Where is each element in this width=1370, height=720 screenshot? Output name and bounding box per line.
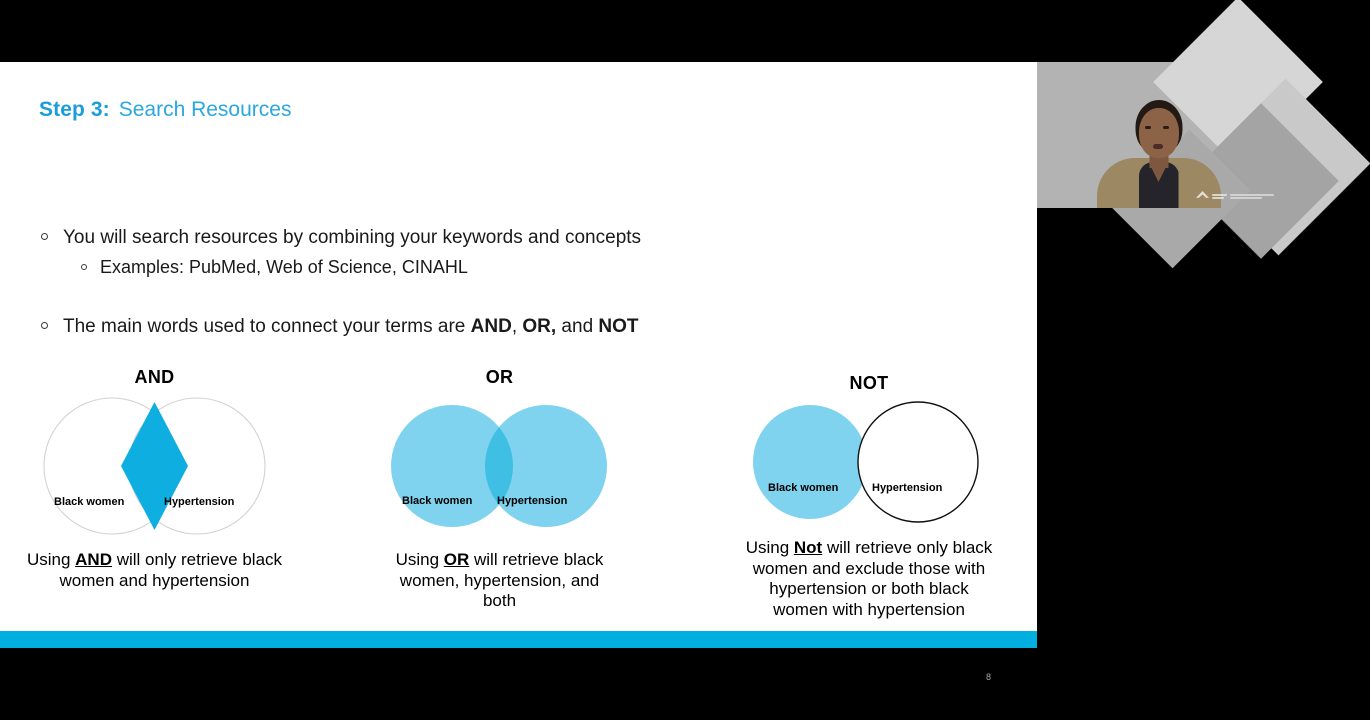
bullet-circle-icon: [41, 322, 48, 329]
logo-watermark-icon: [1196, 191, 1274, 202]
slide-title-step: Step 3:: [39, 98, 110, 121]
connector-and: AND: [470, 316, 512, 337]
connector-sep-1: ,: [511, 316, 523, 337]
venn-diagram-not: [740, 373, 998, 620]
bullet-item-1a: [81, 257, 468, 278]
venn-or-caption-suffix: will retrieve black women, hypertension, and both: [399, 550, 604, 610]
slide-title-text: Search Resources: [118, 98, 292, 121]
logo-tagline: [1230, 194, 1274, 200]
venn-not-circle-right: [858, 402, 978, 522]
venn-and-caption-keyword: AND: [75, 550, 112, 569]
venn-or-canvas: [382, 396, 617, 536]
bullet-circle-icon: [81, 264, 87, 270]
logo-tagline-line: [1230, 197, 1262, 199]
venn-not-caption-suffix: will retrieve only black women and exclude those with hypertension or both black women with hypertension: [752, 538, 993, 619]
slide-accent-bar: [0, 631, 1037, 648]
venn-diagram-and: [22, 367, 287, 591]
venn-not-heading: NOT: [849, 373, 889, 393]
logo-tagline-line: [1230, 194, 1274, 196]
venn-not-caption-keyword: Not: [793, 538, 823, 557]
venn-not-svg: [740, 400, 998, 528]
venn-and-svg: [22, 396, 287, 536]
bullet-circle-icon: [41, 233, 48, 240]
venn-not-circle-left: [753, 405, 867, 519]
connector-not: NOT: [598, 316, 639, 337]
venn-or-svg: [382, 396, 617, 536]
logo-wordmark: [1212, 194, 1227, 200]
logo-mark-icon: [1196, 191, 1209, 202]
venn-not-canvas: [740, 400, 998, 528]
venn-not-label-left: Black women: [768, 482, 839, 494]
speaker-mouth: [1153, 144, 1163, 149]
bullet-item-2: [41, 316, 639, 338]
speaker-face: [1139, 108, 1179, 158]
bullet-item-1-label: You will search resources by combining your keywords and concepts: [63, 227, 642, 248]
venn-and-caption: [22, 550, 287, 591]
logo-wordmark-line: [1212, 197, 1224, 199]
venn-or-caption-prefix: Using: [395, 550, 444, 569]
speaker-eye-left: [1145, 126, 1151, 129]
connector-sep-2: and: [556, 316, 599, 337]
logo-wordmark-line: [1212, 194, 1227, 196]
webcam-video-feed[interactable]: [1037, 62, 1280, 208]
speaker-eye-right: [1163, 126, 1169, 129]
venn-and-label-right: Hypertension: [164, 496, 235, 508]
bullet-item-1: [41, 227, 641, 249]
presentation-slide: [0, 62, 1037, 682]
venn-or-caption: [382, 550, 617, 612]
connector-or: OR,: [522, 316, 557, 337]
slide-title: [39, 98, 291, 122]
bullet-item-1a-label: Examples: PubMed, Web of Science, CINAHL: [100, 257, 468, 277]
bullet-item-2-label: [63, 316, 639, 338]
venn-not-caption: [740, 538, 998, 620]
venn-and-caption-prefix: Using: [26, 550, 76, 569]
venn-and-label-left: Black women: [54, 496, 125, 508]
venn-not-label-right: Hypertension: [872, 482, 943, 494]
venn-and-heading: AND: [134, 367, 175, 387]
venn-or-label-right: Hypertension: [497, 495, 568, 507]
venn-not-caption-prefix: Using: [745, 538, 794, 557]
venn-and-canvas: [22, 396, 287, 536]
slide-number: 8: [986, 672, 992, 682]
venn-diagram-or: [382, 367, 617, 612]
venn-or-label-left: Black women: [402, 495, 473, 507]
connector-prefix: The main words used to connect your terms are: [63, 316, 471, 337]
speaker-portrait: [1084, 88, 1234, 208]
venn-or-heading: OR: [485, 367, 514, 387]
venn-or-caption-keyword: OR: [443, 550, 470, 569]
venn-and-caption-suffix: will only retrieve black women and hypertension: [59, 550, 283, 590]
